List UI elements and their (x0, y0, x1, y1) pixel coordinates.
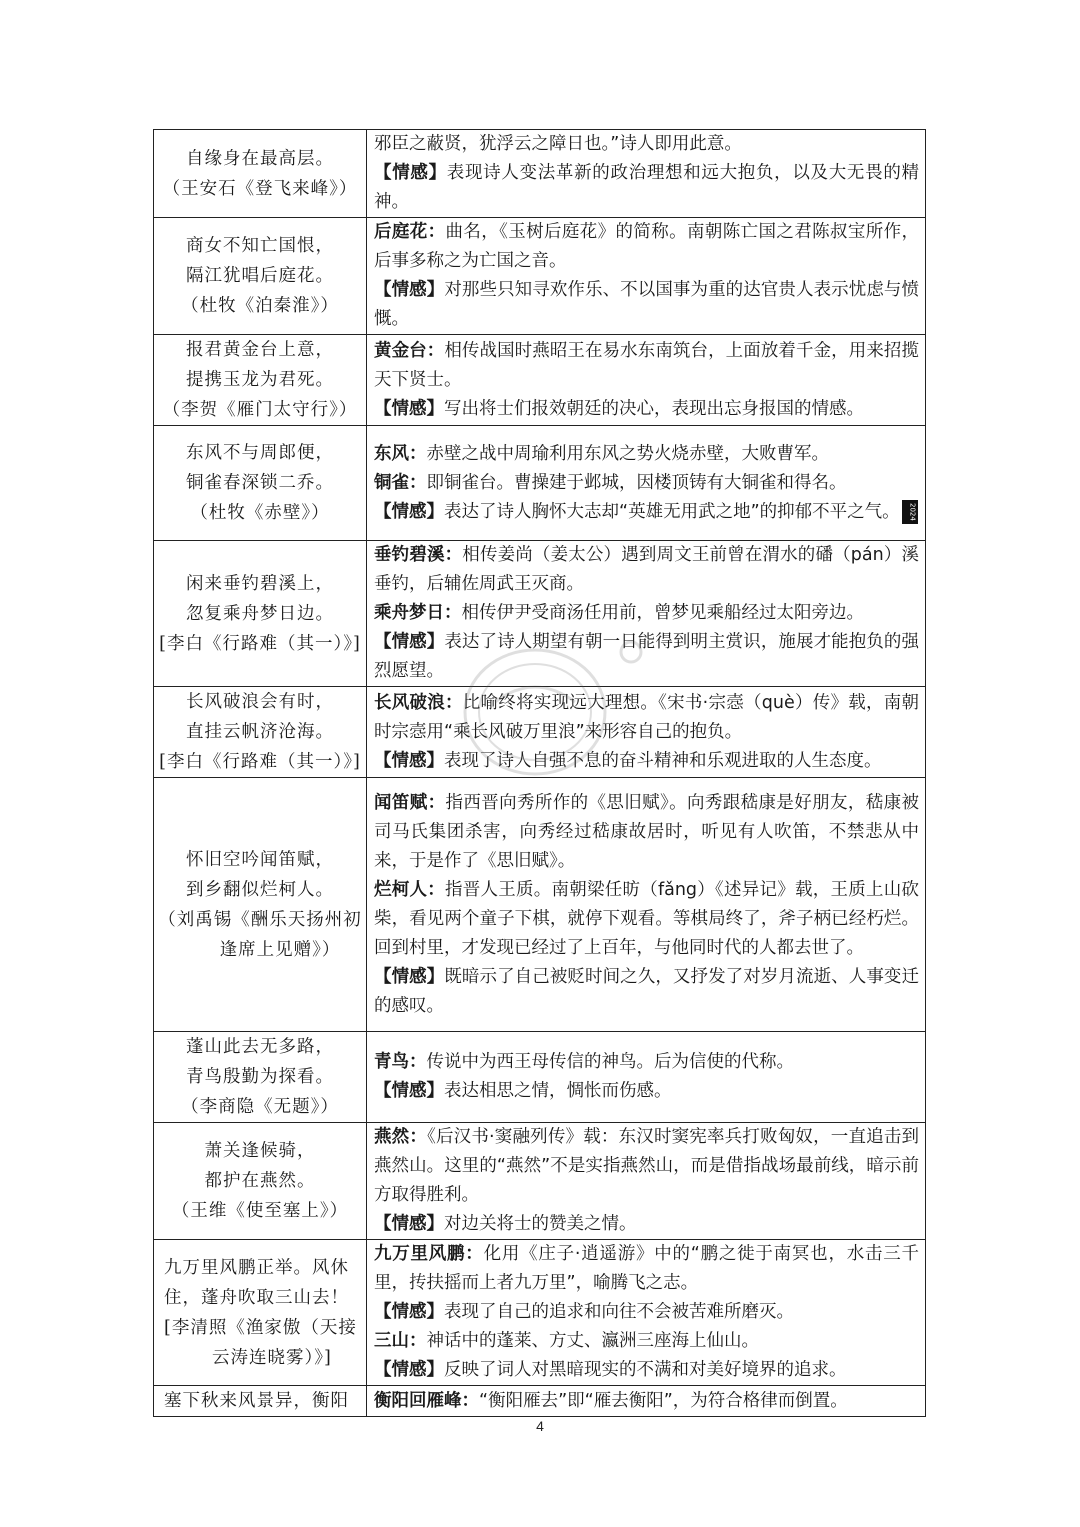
poem-attribution: （王安石《登飞来峰》） (162, 178, 358, 199)
emotion-text: 表达了诗人胸怀大志却“英雄无用武之地”的抑郁不平之气。 (444, 501, 900, 522)
emotion-paragraph (374, 498, 919, 527)
emotion-paragraph (374, 747, 919, 776)
annotation-text: 即铜雀台。曹操建于邺城，因楼顶铸有大铜雀和得名。 (426, 472, 847, 493)
emotion-tag: 【情感】 (374, 1214, 444, 1234)
annotation-term: 三山： (374, 1331, 427, 1351)
poem-line: 铜雀春深锁二乔。 (186, 473, 334, 493)
annotation-term: 黄金台： (374, 340, 445, 361)
annotation-cell (367, 1032, 926, 1123)
annotation-paragraph (374, 599, 919, 628)
poem-annotation-table (153, 129, 926, 1417)
annotation-text: “衡阳雁去”即“雁去衡阳”，为符合格律而倒置。 (479, 1390, 848, 1411)
emotion-text: 表现了自己的追求和向往不会被苦难所磨灭。 (444, 1302, 794, 1322)
emotion-tag: 【情感】 (374, 1360, 444, 1380)
year-stamp: 2024 (902, 500, 918, 524)
poem-attribution: [李白《行路难（其一）》] (159, 752, 361, 772)
annotation-text: 赤壁之战中周瑜利用东风之势火烧赤壁，大败曹军。 (426, 443, 829, 464)
emotion-paragraph (374, 1356, 919, 1385)
annotation-term: 青鸟： (374, 1052, 427, 1072)
annotation-paragraph (374, 130, 919, 159)
annotation-paragraph (374, 1048, 919, 1077)
annotation-text: 相传姜尚（姜太公）遇到周文王前曾在渭水的磻（pán）溪垂钓，后辅佐周武王灭商。 (374, 545, 920, 594)
table-row (154, 218, 926, 335)
emotion-paragraph (374, 395, 919, 424)
emotion-tag: 【情感】 (374, 632, 445, 652)
table-row (154, 541, 926, 687)
table-row (154, 426, 926, 541)
emotion-tag: 【情感】 (374, 398, 444, 419)
poem-attribution: （杜牧《赤壁》） (190, 503, 330, 523)
emotion-text: 写出将士们报效朝廷的决心，表现出忘身报国的情感。 (444, 398, 864, 419)
annotation-paragraph (374, 440, 919, 469)
poem-cell (154, 778, 367, 1032)
emotion-text: 表现了诗人自强不息的奋斗精神和乐观进取的人生态度。 (444, 750, 882, 771)
annotation-paragraph (374, 789, 919, 876)
table-row (154, 687, 926, 778)
annotation-term: 长风破浪： (374, 692, 463, 713)
annotation-term: 垂钓碧溪： (374, 545, 463, 565)
annotation-cell (367, 1123, 926, 1240)
annotation-paragraph (374, 337, 919, 395)
annotation-paragraph (374, 1387, 919, 1416)
poem-attribution: （刘禹锡《酬乐天扬州初 (158, 909, 362, 930)
annotation-text: 传说中为西王母传信的神鸟。后为信使的代称。 (426, 1052, 794, 1072)
poem-line: 长风破浪会有时， (186, 692, 334, 712)
table-row (154, 335, 926, 426)
emotion-tag: 【情感】 (374, 1302, 444, 1322)
emotion-tag: 【情感】 (374, 163, 447, 183)
annotation-paragraph (374, 1123, 919, 1210)
poem-attribution: [李清照《渔家傲（天接 (164, 1317, 357, 1338)
annotation-term: 衡阳回雁峰： (374, 1390, 479, 1411)
poem-attribution: （李商隐《无题》） (181, 1097, 339, 1117)
table-row (154, 1123, 926, 1240)
poem-cell (154, 1240, 367, 1386)
annotation-text: 神话中的蓬莱、方丈、瀛洲三座海上仙山。 (426, 1331, 759, 1351)
annotation-cell (367, 130, 926, 218)
annotation-paragraph (374, 689, 919, 747)
poem-cell (154, 1123, 367, 1240)
poem-line: 报君黄金台上意， (186, 340, 334, 360)
poem-cell (154, 335, 367, 426)
poem-line: 东风不与周郎便， (186, 443, 334, 463)
poem-line: 怀旧空吟闻笛赋， (186, 849, 334, 870)
poem-line: 隔江犹唱后庭花。 (186, 266, 334, 286)
annotation-cell (367, 778, 926, 1032)
annotation-term: 烂柯人： (374, 879, 445, 900)
emotion-text: 对那些只知寻欢作乐、不以国事为重的达官贵人表示忧虑与愤慨。 (374, 280, 920, 329)
poem-cell (154, 130, 367, 218)
annotation-cell (367, 218, 926, 335)
poem-line: 商女不知亡国恨， (186, 236, 334, 256)
annotation-text: 曲名，《玉树后庭花》的简称。南朝陈亡国之君陈叔宝所作，后事多称之为亡国之音。 (374, 222, 919, 271)
poem-line: 提携玉龙为君死。 (186, 370, 334, 390)
poem-line: 蓬山此去无多路， (186, 1037, 334, 1057)
emotion-paragraph (374, 628, 919, 686)
annotation-cell (367, 426, 926, 541)
annotation-text: 指西晋向秀所作的《思旧赋》。向秀跟嵇康是好朋友，嵇康被司马氏集团杀害，向秀经过嵇康故居时，听见有人吹笛，不禁悲从中来，于是作了《思旧赋》。 (374, 792, 919, 871)
emotion-text: 既暗示了自己被贬时间之久，又抒发了对岁月流逝、人事变迁的感叹。 (374, 966, 920, 1016)
annotation-paragraph (374, 1327, 919, 1356)
page-number: 4 (536, 1418, 544, 1434)
poem-cell (154, 218, 367, 335)
emotion-text: 表现诗人变法革新的政治理想和远大抱负，以及大无畏的精神。 (374, 163, 920, 212)
annotation-term: 乘舟梦日： (374, 603, 462, 623)
poem-attribution: 云涛连晓雾）》] (212, 1347, 332, 1368)
table-row (154, 778, 926, 1032)
emotion-tag: 【情感】 (374, 501, 444, 522)
table-row (154, 1240, 926, 1386)
poem-line: 自缘身在最高层。 (186, 148, 334, 169)
poem-line: 忽复乘舟梦日边。 (186, 603, 334, 624)
poem-cell (154, 426, 367, 541)
poem-cell (154, 1386, 367, 1417)
poem-line: 住，蓬舟吹取三山去！ (164, 1287, 349, 1308)
emotion-paragraph (374, 1210, 919, 1239)
emotion-tag: 【情感】 (374, 750, 444, 771)
annotation-term: 东风： (374, 443, 427, 464)
emotion-paragraph (374, 159, 919, 217)
annotation-term: 后庭花： (374, 222, 446, 242)
emotion-paragraph (374, 963, 919, 1021)
table-row (154, 130, 926, 218)
poem-attribution: （杜牧《泊秦淮》） (181, 296, 339, 316)
emotion-text: 反映了词人对黑暗现实的不满和对美好境界的追求。 (444, 1360, 847, 1380)
annotation-term: 燕然： (374, 1127, 428, 1147)
poem-cell (154, 687, 367, 778)
table-row (154, 1032, 926, 1123)
emotion-tag: 【情感】 (374, 280, 445, 300)
annotation-paragraph (374, 469, 919, 498)
emotion-tag: 【情感】 (374, 966, 445, 987)
poem-line: 到乡翻似烂柯人。 (186, 879, 334, 900)
emotion-text: 表达相思之情，惆怅而伤感。 (444, 1081, 672, 1101)
annotation-paragraph (374, 1240, 919, 1298)
annotation-cell (367, 541, 926, 687)
annotation-text: 比喻终将实现远大理想。《宋书·宗悫（què）传》载，南朝时宗悫用“乘长风破万里浪”来形容自己的抱负。 (374, 692, 920, 742)
poem-line: 青鸟殷勤为探看。 (186, 1067, 334, 1087)
emotion-tag: 【情感】 (374, 1081, 444, 1101)
annotation-paragraph (374, 541, 919, 599)
emotion-paragraph (374, 1077, 919, 1106)
poem-line: 都护在燕然。 (204, 1171, 316, 1191)
poem-attribution: （李贺《雁门太守行》） (162, 400, 358, 420)
poem-line: 闲来垂钓碧溪上， (186, 573, 334, 594)
annotation-text: 《后汉书·窦融列传》载：东汉时窦宪率兵打败匈奴，一直追击到燕然山。这里的“燕然”不是实指燕然山，而是借指战场最前线，暗示前方取得胜利。 (374, 1127, 920, 1205)
annotation-text: 相传战国时燕昭王在易水东南筑台，上面放着千金，用来招揽天下贤士。 (374, 340, 920, 390)
poem-line: 萧关逢候骑， (204, 1141, 316, 1161)
annotation-cell (367, 687, 926, 778)
emotion-paragraph (374, 1298, 919, 1327)
annotation-text: 指晋人王质。南朝梁任昉（fǎng）《述异记》载，王质上山砍柴，看见两个童子下棋，就停下观看。等棋局终了，斧子柄已经朽烂。回到村里，才发现已经过了上百年，与他同时代的人都去世了。 (374, 879, 920, 958)
emotion-text: 表达了诗人期望有朝一日能得到明主赏识，施展才能抱负的强烈愿望。 (374, 632, 920, 681)
annotation-paragraph (374, 218, 919, 276)
annotation-text: 相传伊尹受商汤任用前，曾梦见乘船经过太阳旁边。 (461, 603, 864, 623)
annotation-cell (367, 335, 926, 426)
annotation-text: 邪臣之蔽贤，犹浮云之障日也。”诗人即用此意。 (374, 134, 742, 154)
annotation-cell (367, 1240, 926, 1386)
poem-cell (154, 541, 367, 687)
table-row (154, 1386, 926, 1417)
annotation-term: 铜雀： (374, 472, 427, 493)
poem-cell (154, 1032, 367, 1123)
annotation-text: 化用《庄子·逍遥游》中的“鹏之徙于南冥也，水击三千里，抟扶摇而上者九万里”，喻腾飞之志。 (374, 1244, 919, 1293)
emotion-paragraph (374, 276, 919, 334)
annotation-term: 闻笛赋： (374, 792, 446, 813)
poem-attribution: （王维《使至塞上》） (171, 1201, 349, 1221)
poem-attribution: [李白《行路难（其一）》] (159, 633, 361, 654)
poem-attribution: 逢席上见赠》） (219, 939, 341, 960)
annotation-paragraph (374, 876, 919, 963)
poem-line: 塞下秋来风景异，衡阳 (164, 1391, 349, 1411)
poem-line: 九万里风鹏正举。风休 (164, 1257, 349, 1278)
emotion-text: 对边关将士的赞美之情。 (444, 1214, 637, 1234)
annotation-cell (367, 1386, 926, 1417)
poem-line: 直挂云帆济沧海。 (186, 722, 334, 742)
annotation-term: 九万里风鹏： (374, 1244, 484, 1264)
